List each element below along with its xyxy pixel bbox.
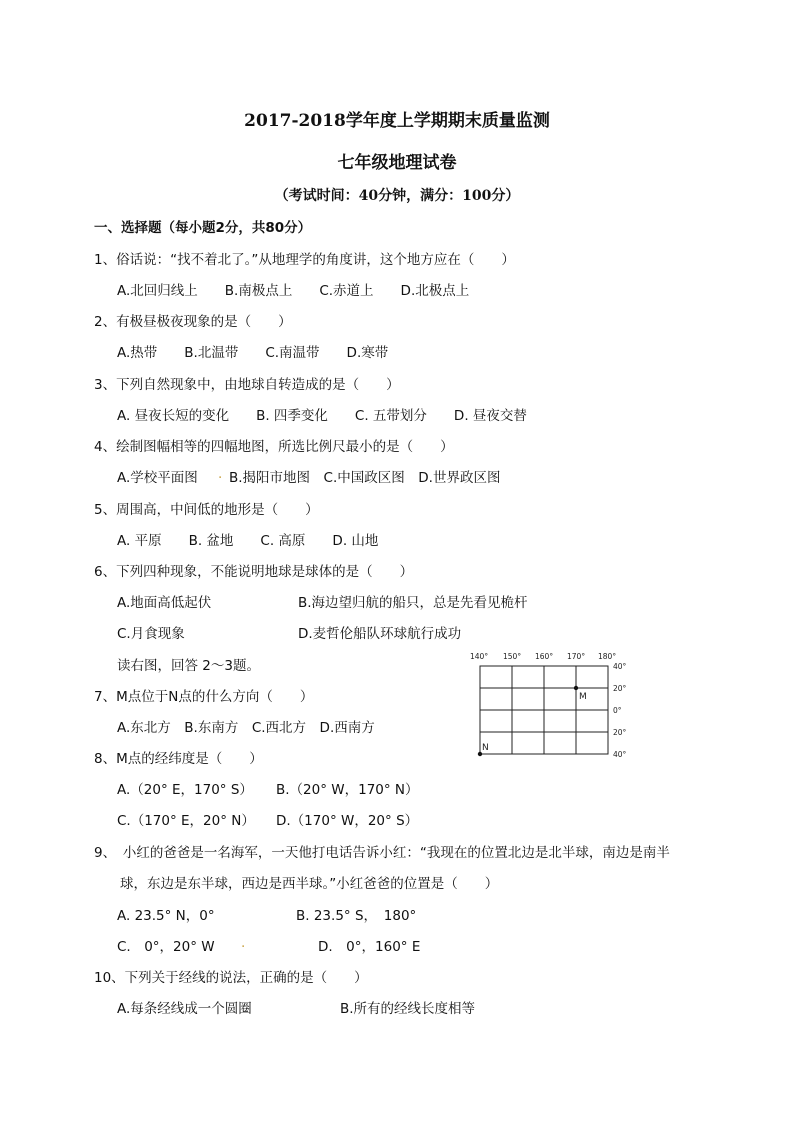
question-9-option-b: B. 23.5° S， 180° [296,908,417,924]
exam-subtitle: 七年级地理试卷 [337,153,457,173]
question-9-option-d: D. 0°，160° E [318,939,421,955]
question-5-options: A. 平原 B. 盆地 C. 高原 D. 山地 [117,533,379,549]
question-8-option-d: D.（170° W，20° S） [276,813,419,829]
question-3-stem: 3、下列自然现象中，由地球自转造成的是（ ） [94,377,400,393]
question-6-option-a: A.地面高低起伏 [117,595,212,611]
question-10-stem: 10、下列关于经线的说法，正确的是（ ） [94,970,368,986]
lat-label: 20° [613,728,627,737]
lon-label: 150° [503,652,522,661]
question-8-option-a: A.（20° E，170° S） [117,782,253,798]
lon-label: 160° [535,652,554,661]
question-10-option-b: B.所有的经线长度相等 [340,1001,476,1017]
lon-label: 180° [598,652,617,661]
stray-dot: . [241,935,246,951]
reading-instruction: 读右图，回答 2～3题。 [117,658,260,674]
longitude-labels [470,652,616,661]
question-10-option-a: A.每条经线成一个圆圈 [117,1001,252,1017]
question-9-option-c: C. 0°，20° W [117,939,215,955]
lat-label: 0° [613,706,622,715]
exam-info: （考试时间：40分钟，满分：100分） [274,188,520,204]
lat-label: 40° [613,750,627,759]
latitude-labels [613,662,627,759]
question-9-option-a: A. 23.5° N，0° [117,908,215,924]
question-4-option-a: A.学校平面图 [117,470,198,486]
section-heading: 一、选择题（每小题2分，共80分） [94,220,312,236]
lat-label: 40° [613,662,627,671]
lon-label: 140° [470,652,489,661]
question-4-options-bcd: B.揭阳市地图 C.中国政区图 D.世界政区图 [229,470,501,486]
exam-title: 2017-2018学年度上学期期末质量监测 [244,111,550,131]
point-m-label: M [579,692,587,702]
question-6-option-b: B.海边望归航的船只，总是先看见桅杆 [298,595,528,611]
question-2-options: A.热带 B.北温带 C.南温带 D.寒带 [117,345,389,361]
question-9-stem-line2: 球，东边是东半球，西边是西半球。”小红爸爸的位置是（ ） [120,876,499,892]
question-1-stem: 1、俗话说：“找不着北了。”从地理学的角度讲，这个地方应在（ ） [94,252,515,268]
question-1-options: A.北回归线上 B.南极点上 C.赤道上 D.北极点上 [117,283,470,299]
question-8-option-c: C.（170° E，20° N） [117,813,255,829]
question-5-stem: 5、周围高，中间低的地形是（ ） [94,502,319,518]
question-6-stem: 6、下列四种现象，不能说明地球是球体的是（ ） [94,564,414,580]
question-3-options: A. 昼夜长短的变化 B. 四季变化 C. 五带划分 D. 昼夜交替 [117,408,527,424]
grid-lines [480,666,608,754]
question-8-option-b: B.（20° W，170° N） [276,782,419,798]
stray-dot: . [218,466,223,482]
question-6-option-c: C.月食现象 [117,626,185,642]
latitude-longitude-grid [462,650,642,765]
point-m-marker [574,686,578,690]
lat-label: 20° [613,684,627,693]
question-7-options: A.东北方 B.东南方 C.西北方 D.西南方 [117,720,375,736]
question-9-stem-line1: 9、 小红的爸爸是一名海军，一天他打电话告诉小红：“我现在的位置北边是北半球，南边是南半 [94,845,670,861]
question-6-option-d: D.麦哲伦船队环球航行成功 [298,626,462,642]
lon-label: 170° [567,652,586,661]
question-7-stem: 7、M点位于N点的什么方向（ ） [94,689,314,705]
question-8-stem: 8、M点的经纬度是（ ） [94,751,263,767]
question-4-stem: 4、绘制图幅相等的四幅地图，所选比例尺最小的是（ ） [94,439,454,455]
question-2-stem: 2、有极昼极夜现象的是（ ） [94,314,292,330]
point-n-label: N [482,743,489,753]
